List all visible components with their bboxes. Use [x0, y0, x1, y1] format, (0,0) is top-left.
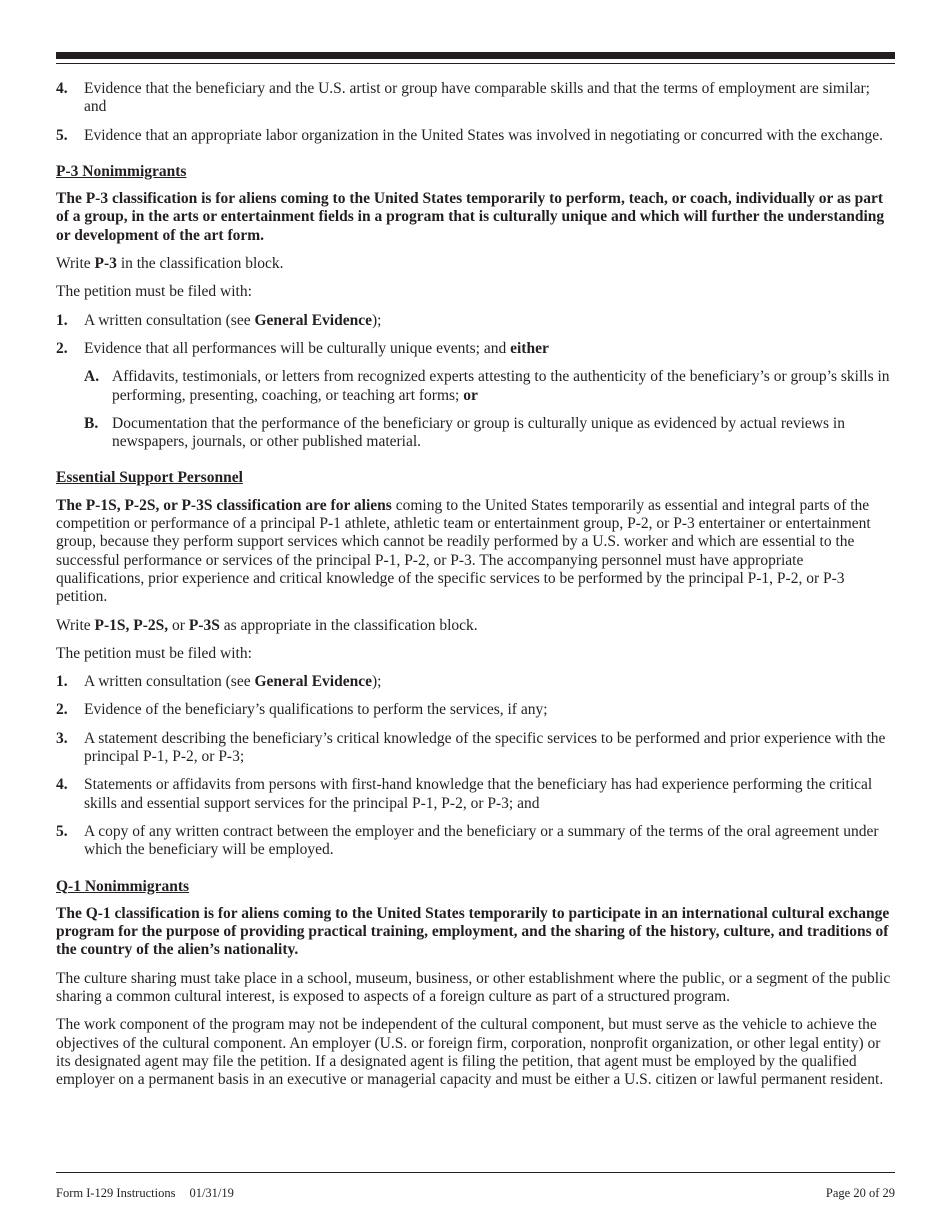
item-letter: A.: [84, 368, 100, 386]
item-number: 2.: [56, 701, 68, 719]
item-number: 1.: [56, 311, 68, 329]
esp-filed-with: The petition must be filed with:: [56, 644, 252, 662]
esp-write-instruction: Write P-1S, P-2S, or P-3S as appropriate in the classification block.: [56, 616, 478, 634]
sub-list-item: [84, 415, 895, 452]
section-heading-q1: Q-1 Nonimmigrants: [56, 877, 190, 895]
list-item: [56, 776, 895, 813]
p3-filed-with: The petition must be filed with:: [56, 283, 252, 301]
item-number: 5.: [56, 126, 68, 144]
footer-form-info: [56, 1186, 234, 1201]
list-item: [56, 340, 895, 358]
item-text: Documentation that the performance of the beneficiary or group is culturally unique as evidenced by actual reviews in newspapers, journals, or other published material.: [112, 414, 845, 451]
section-heading-p3: P-3 Nonimmigrants: [56, 162, 187, 180]
item-text: A copy of any written contract between the employer and the beneficiary or a summary of the terms of the oral agreement under which the beneficiary will be employed.: [84, 822, 879, 859]
list-item: [56, 673, 895, 691]
list-item: [56, 823, 895, 860]
item-number: 2.: [56, 339, 68, 357]
form-name: Form I-129 Instructions: [56, 1186, 176, 1200]
item-number: 3.: [56, 729, 68, 747]
item-letter: B.: [84, 414, 99, 432]
page-number: Page 20 of 29: [825, 1186, 895, 1200]
item-text: Evidence that an appropriate labor organization in the United States was involved in negotiating or concurred with the exchange.: [84, 126, 883, 144]
q1-paragraph-2: The work component of the program may not be independent of the cultural component, but must serve as the vehicle to achieve the objectives of the cultural component. An employer (U.S. or foreign firm, corporation, nonprofit organization, or other legal entity) or its designated agent may file the petition. If a designated agent is filing the petition, that agent must be employed by the qualified employer on a permanent basis in an executive or managerial capacity and must be either a U.S. citizen or lawful permanent resident.: [56, 1016, 884, 1089]
item-text: A statement describing the beneficiary’s critical knowledge of the specific services to be performed and prior experience with the principal P-1, P-2, or P-3;: [84, 729, 886, 766]
q1-lead: The Q-1 classification is for aliens coming to the United States temporarily to participate in an international cultural exchange program for the purpose of providing practical training, employment, and the sharing of the history, culture, and traditions of the country of the alien’s nationality.: [56, 904, 890, 959]
classification-code: P-3: [94, 255, 117, 273]
item-number: 1.: [56, 673, 68, 691]
item-text: Statements or affidavits from persons with first-hand knowledge that the beneficiary has had experience performing the critical skills and essential support services for the principal P-1, P-2, or P-3; and: [84, 776, 873, 812]
page-content: [56, 80, 895, 1099]
sub-list-item: [84, 368, 895, 405]
top-rule-thin: [56, 63, 895, 64]
item-number: 4.: [56, 776, 68, 794]
item-text: Evidence that the beneficiary and the U.S. artist or group have comparable skills and that the terms of employment are similar; and: [84, 80, 870, 116]
footer-rule: [56, 1172, 895, 1173]
esp-lead: The P-1S, P-2S, or P-3S classification are for aliens coming to the United States temporarily as essential and integral parts of the competition or performance of a principal P-1 athlete, athletic team or entertainment group, P-2, or P-3 entertainer or entertainment group, because they perform support services which cannot be readily performed by a U.S. worker and which are essential to the successful performance or services of the principal P-1, P-2, or P-3. The accompanying personnel must have appropriate qualifications, prior experience and critical knowledge of the specific services to be performed by the principal P-1, P-2, or P-3 petition.: [56, 496, 871, 606]
p3-lead: The P-3 classification is for aliens coming to the United States temporarily to perform, teach, or coach, individually or as part of a group, in the arts or entertainment fields in a program that is culturally unique and which will further the understanding or development of the art form.: [56, 190, 885, 244]
top-rule-thick: [56, 52, 895, 59]
item-number: 5.: [56, 822, 68, 840]
item-text: Affidavits, testimonials, or letters from recognized experts attesting to the authenticity of the beneficiary’s or group’s skills in performing, presenting, coaching, or teaching art forms; or: [112, 368, 890, 404]
item-number: 4.: [56, 80, 68, 97]
section-heading-esp: Essential Support Personnel: [56, 469, 243, 487]
list-item: [56, 80, 895, 117]
p3-write-instruction: Write P-3 in the classification block.: [56, 255, 284, 273]
item-text: A written consultation (see General Evidence);: [84, 673, 382, 691]
list-item: [56, 127, 895, 145]
form-date: 01/31/19: [189, 1186, 234, 1200]
list-item: [56, 701, 895, 719]
item-text: A written consultation (see General Evidence);: [84, 311, 382, 329]
item-text: Evidence of the beneficiary’s qualifications to perform the services, if any;: [84, 701, 548, 719]
q1-paragraph-1: The culture sharing must take place in a school, museum, business, or other establishment where the public, or a segment of the public sharing a common cultural interest, is exposed to aspects of a foreign culture as part of a structured program.: [56, 969, 891, 1005]
list-item: [56, 312, 895, 330]
list-item: [56, 730, 895, 767]
page-footer: [56, 1186, 895, 1201]
item-text: Evidence that all performances will be culturally unique events; and either: [84, 339, 549, 357]
